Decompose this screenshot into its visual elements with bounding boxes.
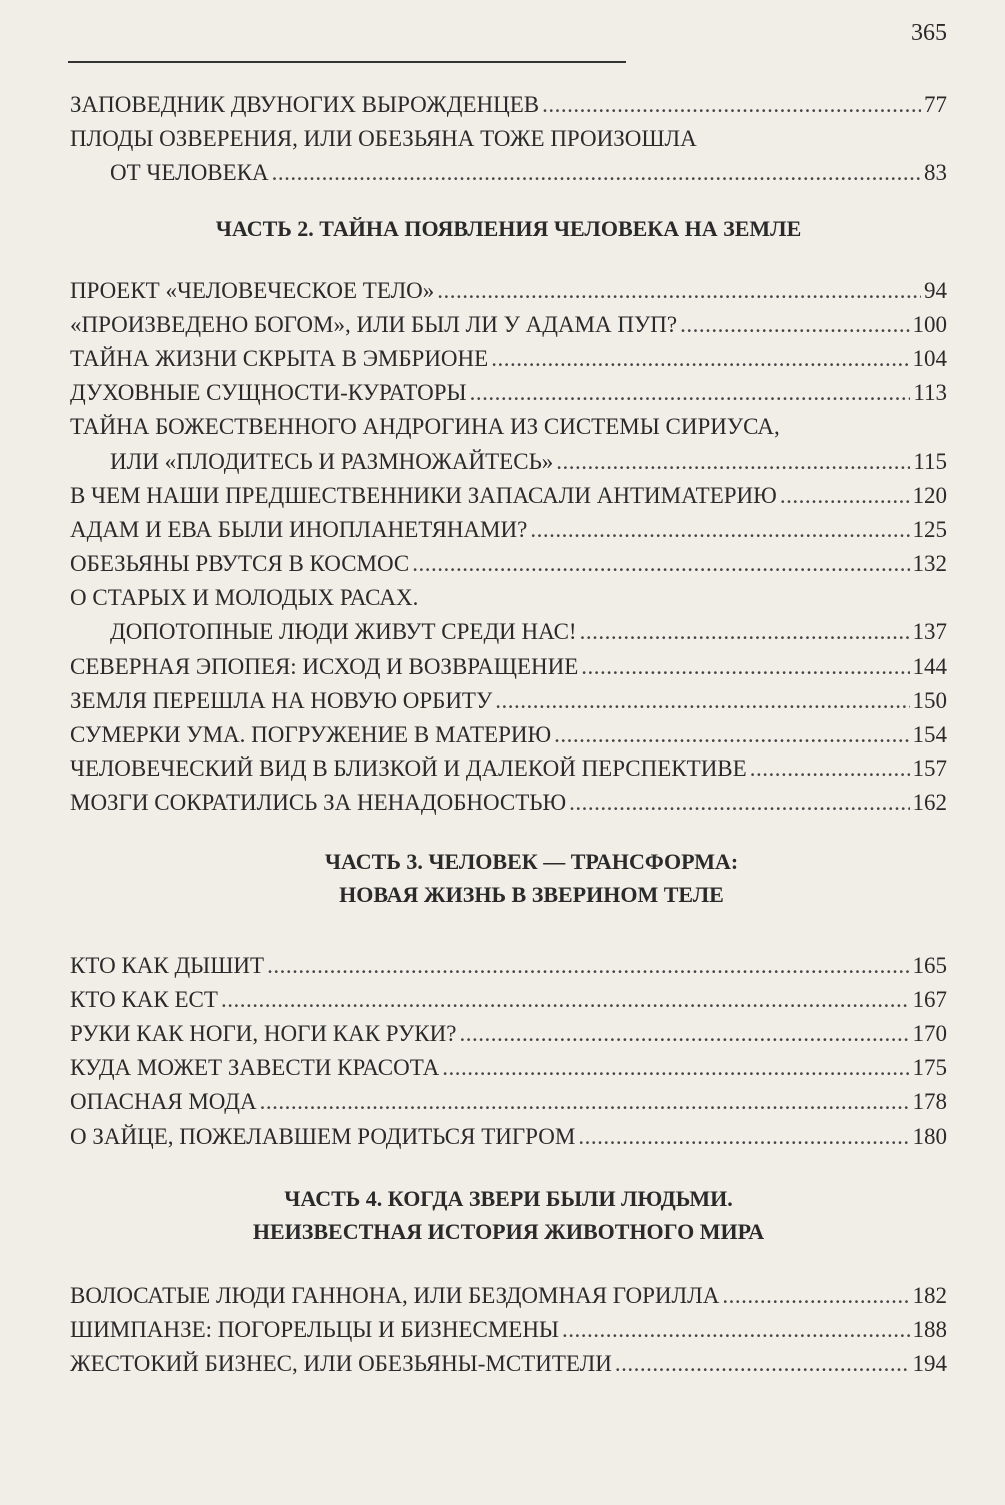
page-number: 365	[911, 20, 947, 46]
toc-entry-title: ИЛИ «ПЛОДИТЕСЬ И РАЗМНОЖАЙТЕСЬ»	[110, 448, 554, 474]
toc-entry-title: ПЛОДЫ ОЗВЕРЕНИЯ, ИЛИ ОБЕЗЬЯНА ТОЖЕ ПРОИЗОШЛА	[70, 126, 697, 152]
toc-entry-title: МОЗГИ СОКРАТИЛИСЬ ЗА НЕНАДОБНОСТЬЮ	[70, 790, 567, 816]
toc-section	[70, 845, 947, 1154]
toc-entry-title: ДОПОТОПНЫЕ ЛЮДИ ЖИВУТ СРЕДИ НАС!	[110, 619, 577, 645]
toc-entry	[70, 1347, 947, 1381]
toc-entry-page: 188	[912, 1316, 947, 1342]
toc-entry	[70, 274, 947, 308]
top-rule	[68, 61, 626, 63]
toc-entry	[70, 1120, 947, 1154]
toc-entry-title: ТАЙНА ЖИЗНИ СКРЫТА В ЭМБРИОНЕ	[70, 345, 489, 371]
dot-leader	[221, 983, 910, 1017]
toc-entry-title: СУМЕРКИ УМА. ПОГРУЖЕНИЕ В МАТЕРИЮ	[70, 722, 552, 747]
toc-entry	[70, 1051, 947, 1085]
toc-entry-page: 83	[924, 160, 947, 186]
dot-leader	[562, 1313, 910, 1347]
toc-entry	[70, 949, 947, 983]
toc-entry-page: 137	[912, 619, 947, 645]
dot-leader	[491, 342, 909, 376]
toc-entry-title: ОТ ЧЕЛОВЕКА	[110, 160, 269, 186]
toc-entry-page: 150	[912, 687, 947, 713]
dot-leader	[556, 445, 910, 479]
toc-entry-title: О СТАРЫХ И МОЛОДЫХ РАСАХ.	[70, 585, 419, 611]
toc-entry	[70, 1279, 947, 1313]
dot-leader	[470, 376, 911, 410]
toc-entry-page: 113	[913, 380, 947, 406]
part-heading-line: ЧАСТЬ 4. КОГДА ЗВЕРИ БЫЛИ ЛЮДЬМИ.	[284, 1185, 733, 1211]
toc-entry	[70, 445, 947, 479]
dot-leader	[680, 308, 909, 342]
toc-entry	[70, 513, 947, 547]
part-heading	[70, 1182, 947, 1248]
toc-entry-page: 178	[912, 1089, 947, 1115]
dot-leader	[569, 786, 909, 820]
toc-entry	[70, 342, 947, 376]
toc-entry	[70, 684, 947, 718]
part-heading	[70, 845, 947, 911]
toc-section	[70, 1182, 947, 1382]
toc-entry-page: 132	[912, 551, 947, 577]
toc-entry-page: 182	[912, 1282, 947, 1308]
toc-entry	[70, 786, 947, 820]
toc-entry-title: «ПРОИЗВЕДЕНО БОГОМ», ИЛИ БЫЛ ЛИ У АДАМА ПУП?	[70, 311, 678, 337]
toc-entry-page: 170	[912, 1020, 947, 1046]
toc-entry-page: 144	[912, 653, 947, 679]
toc-entry	[70, 1017, 947, 1051]
dot-leader	[495, 684, 909, 718]
toc-entry-title: РУКИ КАК НОГИ, НОГИ КАК РУКИ?	[70, 1020, 457, 1046]
toc-entry-title: ЧЕЛОВЕЧЕСКИЙ ВИД В БЛИЗКОЙ И ДАЛЕКОЙ ПЕРСПЕКТИВЕ	[70, 756, 747, 782]
toc-entry-title: СЕВЕРНАЯ ЭПОПЕЯ: ИСХОД И ВОЗВРАЩЕНИЕ	[70, 653, 579, 679]
toc-entry-title: ЖЕСТОКИЙ БИЗНЕС, ИЛИ ОБЕЗЬЯНЫ-МСТИТЕЛИ	[70, 1351, 612, 1377]
toc-entry	[70, 308, 947, 342]
toc-entry-title: ЗАПОВЕДНИК ДВУНОГИХ ВЫРОЖДЕНЦЕВ	[70, 92, 540, 117]
dot-leader	[260, 1085, 910, 1119]
toc-entry	[70, 650, 947, 684]
toc-entry	[70, 983, 947, 1017]
part-heading-line: ЧАСТЬ 2. ТАЙНА ПОЯВЛЕНИЯ ЧЕЛОВЕКА НА ЗЕМЛЕ	[215, 215, 802, 241]
toc-entry-title: КТО КАК ДЫШИТ	[70, 952, 265, 978]
toc-entry-title: В ЧЕМ НАШИ ПРЕДШЕСТВЕННИКИ ЗАПАСАЛИ АНТИМАТЕРИЮ	[70, 482, 777, 508]
part-heading	[70, 212, 947, 245]
dot-leader	[437, 274, 921, 308]
toc-entry-page: 154	[912, 722, 947, 747]
toc-section	[70, 212, 947, 821]
toc-entry	[70, 1085, 947, 1119]
toc-entry	[70, 156, 947, 190]
toc-entry	[70, 122, 947, 156]
toc-entry-page: 125	[912, 516, 947, 542]
part-heading-line: НОВАЯ ЖИЗНЬ В ЗВЕРИНОМ ТЕЛЕ	[339, 881, 724, 907]
toc-entry	[70, 479, 947, 513]
toc-entry-title: О ЗАЙЦЕ, ПОЖЕЛАВШЕМ РОДИТЬСЯ ТИГРОМ	[70, 1123, 576, 1149]
toc-entry-page: 77	[924, 92, 947, 117]
toc-entry-title: ВОЛОСАТЫЕ ЛЮДИ ГАННОНА, ИЛИ БЕЗДОМНАЯ ГОРИЛЛА	[70, 1282, 720, 1308]
dot-leader	[780, 479, 910, 513]
dot-leader	[722, 1279, 909, 1313]
dot-leader	[750, 752, 910, 786]
toc-entry-page: 180	[912, 1123, 947, 1149]
toc-entry-title: ТАЙНА БОЖЕСТВЕННОГО АНДРОГИНА ИЗ СИСТЕМЫ СИРИУСА,	[70, 414, 780, 440]
toc-entry-page: 104	[912, 345, 947, 371]
dot-leader	[412, 547, 909, 581]
toc-entry	[70, 410, 947, 444]
dot-leader	[554, 718, 909, 752]
dot-leader	[580, 615, 910, 649]
toc-entry-page: 115	[913, 448, 947, 474]
dot-leader	[459, 1017, 909, 1051]
toc-entry	[70, 615, 947, 649]
toc-entry-page: 175	[912, 1055, 947, 1081]
dot-leader	[581, 650, 909, 684]
toc-entry-title: ДУХОВНЫЕ СУЩНОСТИ-КУРАТОРЫ	[70, 380, 467, 406]
dot-leader	[542, 88, 921, 122]
toc-entry-title: ЗЕМЛЯ ПЕРЕШЛА НА НОВУЮ ОРБИТУ	[70, 687, 493, 713]
toc-entry	[70, 547, 947, 581]
toc-entry-page: 94	[924, 277, 947, 303]
toc-entry-page: 157	[912, 756, 947, 782]
toc-entry-page: 100	[912, 311, 947, 337]
dot-leader	[442, 1051, 909, 1085]
toc-entry	[70, 1313, 947, 1347]
toc-section	[70, 88, 947, 191]
toc-entry-page: 162	[912, 790, 947, 816]
toc-entry	[70, 376, 947, 410]
dot-leader	[615, 1347, 910, 1381]
dot-leader	[272, 156, 921, 190]
toc-entry-page: 167	[912, 986, 947, 1012]
toc-entry-title: ОБЕЗЬЯНЫ РВУТСЯ В КОСМОС	[70, 551, 410, 577]
toc-entry-page: 165	[912, 952, 947, 978]
toc-entry-title: КУДА МОЖЕТ ЗАВЕСТИ КРАСОТА	[70, 1055, 440, 1081]
toc-entry	[70, 718, 947, 752]
dot-leader	[578, 1120, 909, 1154]
toc-entry-title: ОПАСНАЯ МОДА	[70, 1089, 257, 1115]
toc-entry-title: АДАМ И ЕВА БЫЛИ ИНОПЛАНЕТЯНАМИ?	[70, 516, 528, 542]
part-heading-line: ЧАСТЬ 3. ЧЕЛОВЕК — ТРАНСФОРМА:	[324, 848, 739, 874]
toc-entry	[70, 88, 947, 122]
toc-entry	[70, 752, 947, 786]
dot-leader	[530, 513, 909, 547]
toc-entry-page: 194	[912, 1351, 947, 1377]
dot-leader	[267, 949, 909, 983]
toc-entry	[70, 581, 947, 615]
toc-entry-page: 120	[912, 482, 947, 508]
table-of-contents	[70, 88, 947, 1381]
part-heading-line: НЕИЗВЕСТНАЯ ИСТОРИЯ ЖИВОТНОГО МИРА	[252, 1218, 765, 1244]
toc-entry-title: ПРОЕКТ «ЧЕЛОВЕЧЕСКОЕ ТЕЛО»	[70, 277, 435, 303]
toc-entry-title: КТО КАК ЕСТ	[70, 986, 218, 1012]
toc-entry-title: ШИМПАНЗЕ: ПОГОРЕЛЬЦЫ И БИЗНЕСМЕНЫ	[70, 1316, 559, 1342]
